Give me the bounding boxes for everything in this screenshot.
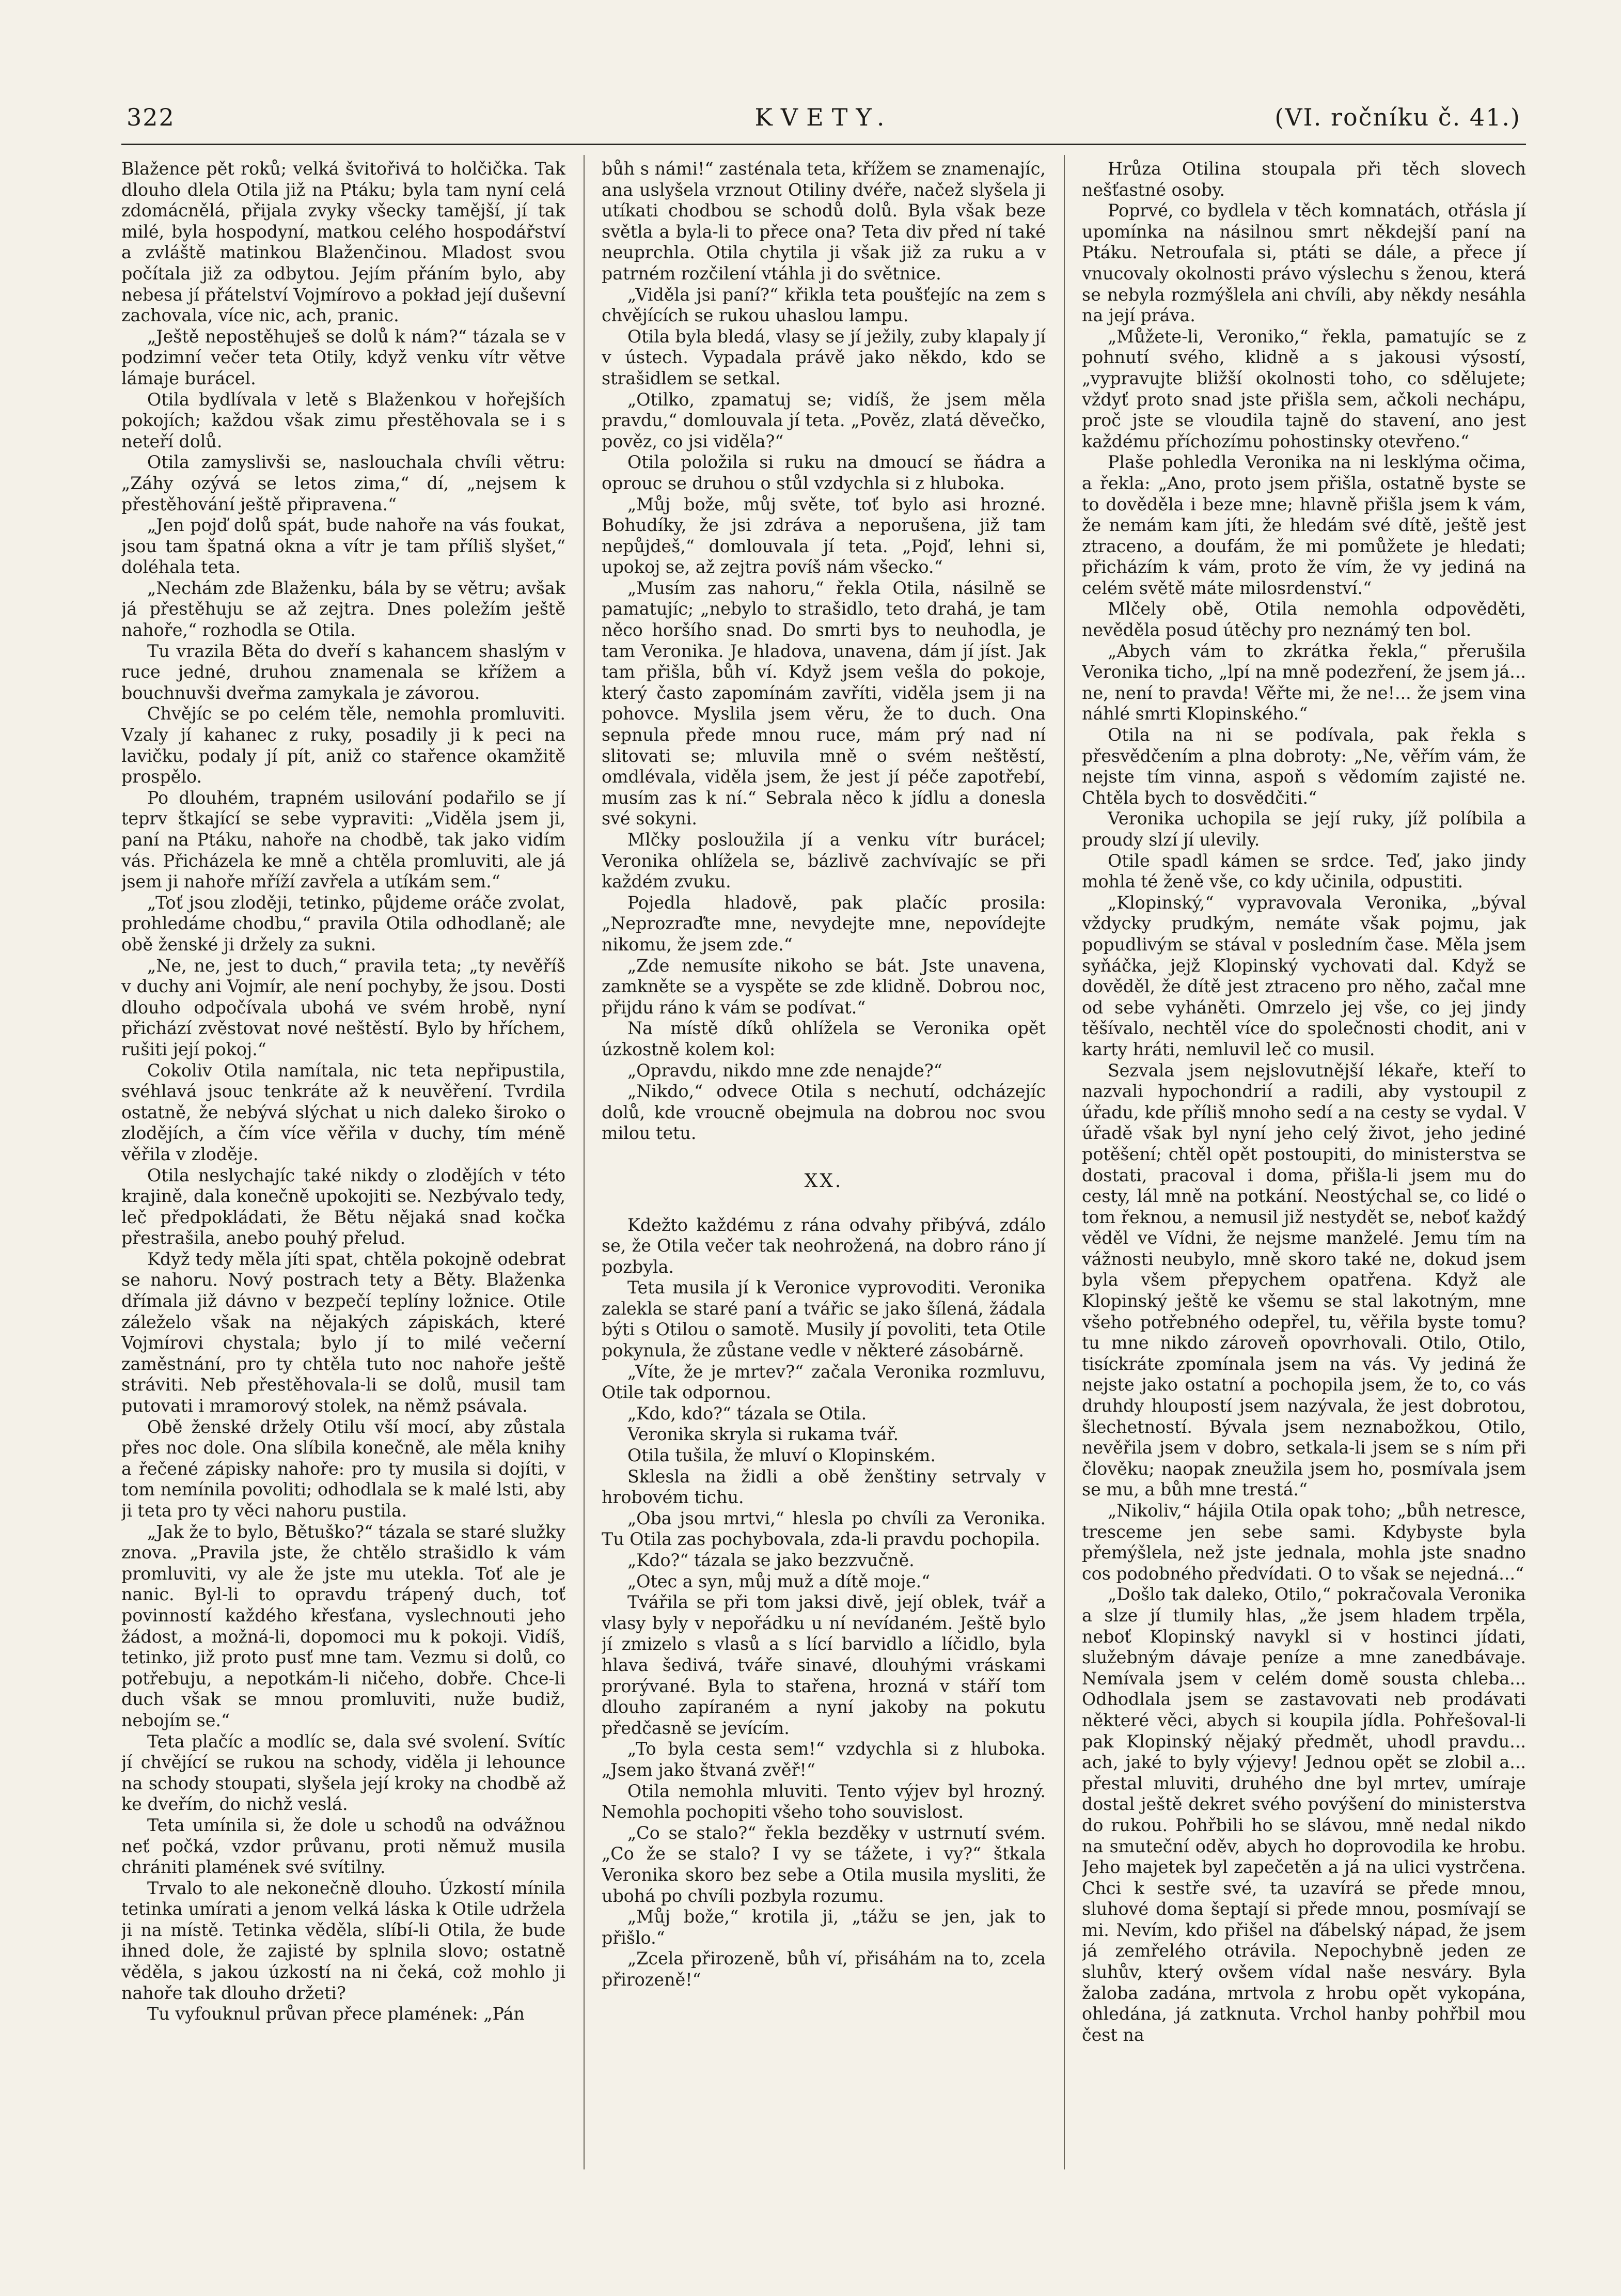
paragraph: „Nikoliv,“ hájila Otila opak toho; „bůh netresce, tresceme jen sebe sami. Kdybyste byla přemýšlela, než jste jednala, mohla jste snadno cos podobného předvídati. O to však se nejedná...“ — [1082, 1501, 1526, 1584]
paragraph: „Došlo tak daleko, Otilo,“ pokračovala Veronika a slze jí tlumily hlas, „že jsem hladem trpěla, neboť Klopinský navykl si v hostinci jídati, služebným dávaje peníze a mne zanedbávaje. Nemívala jsem v celém domě sousta chleba... Odhodlala jsem se zastavovati neb prodávati některé věci, abych si koupila jídla. Pohřešoval-li pak Klopinský nějaký předmět, uhodl pravdu... ach, jaké to byly výjevy! Jednou opět se zlobil a... přestal mluviti, druhého dne byl mrtev, umíraje dostal ještě dekret svého povýšení do ministerstva do rukou. Pohřbili ho se slávou, mně nedal nikdo na smuteční oděv, abych ho doprovodila ke hrobu. Jeho majetek byl zapečetěn a já na ulici vystrčena. Chci k sestře své, ta uzavírá se přede mnou, sluhové doma šeptají si přede mnou, posmívají se mi. Nevím, kdo přišel na ďábelský nápad, že jsem já zemřelého otrávila. Nepochybně jeden ze sluhův, který ovšem vídal naše nesváry. Byla žaloba zadána, mrtvola z hrobu opět vykopána, ohledána, já zatknuta. Vrchol hanby pohřbil mou čest na — [1082, 1584, 1526, 2045]
paragraph: Otila bydlívala v letě s Blaženkou v hořejších pokojích; každou však zimu přestěhovala se i s neteří dolů. — [121, 389, 565, 451]
paragraph: Tvářila se při tom jaksi divě, její oblek, tvář a vlasy byly v nepořádku u ní nevídaném. Ještě bylo jí zmizelo s vlasů a s lící barvidlo a líčidlo, byla hlava šedivá, tváře sinavé, dlouhými vráskami prorývané. Byla to stařena, hrozná v stáří tom dlouho zapíraném a nyní jakoby na pokutu předčasně se jevícím. — [602, 1592, 1046, 1738]
paragraph: „Toť jsou zloději, tetinko, půjdeme oráče zvolat, prohledáme chodbu,“ pravila Otila odhodlaně; ale obě ženské ji držely za sukni. — [121, 892, 565, 955]
paragraph: „Musím zas nahoru,“ řekla Otila, násilně se pamatujíc; „nebylo to strašidlo, teto drahá, je tam něco horšího snad. Do smrti bys to neuhodla, je tam Veronika. Je hladova, unavena, dám jí jíst. Jak tam přišla, bůh ví. Když jsem vešla do pokoje, který často zapomínám zavříti, viděla jsem ji na pohovce. Myslila jsem věru, že to duch. Ona sepnula přede mnou ruce, mám prý nad ní slitovati se; mluvila mně o svém neštěstí, omdlévala, viděla jsem, že jest jí péče zapotřebí, musím zas k ní.“ Sebrala něco k jídlu a donesla své sokyni. — [602, 577, 1046, 829]
paragraph: „Ne, ne, jest to duch,“ pravila teta; „ty nevěříš v duchy ani Vojmír, ale není pochyby, že jsou. Dosti dlouho odpočívala ubohá ve svém hrobě, nyní přichází zvěstovat nové neštěstí. Bylo by hříchem, rušiti její pokoj.“ — [121, 955, 565, 1059]
paragraph: Mlčky posloužila jí a venku vítr burácel; Veronika ohlížela se, bázlivě zachvívajíc se při každém zvuku. — [602, 830, 1046, 892]
column-right — [1082, 159, 1526, 2204]
paragraph: Veronika uchopila se její ruky, jíž políbila a proudy slzí jí ulevily. — [1082, 808, 1526, 850]
header-rule — [121, 144, 1526, 145]
paragraph: „Můj bože,“ krotila ji, „tážu se jen, jak to přišlo.“ — [602, 1907, 1046, 1948]
paragraph: „Zde nemusíte nikoho se bát. Jste unavena, zamkněte se a vyspěte se zde klidně. Dobrou noc, přijdu ráno k vám se podívat.“ — [602, 955, 1046, 1018]
paragraph: „Nechám zde Blaženku, bála by se větru; avšak já přestěhuju se až zejtra. Dnes poležím ještě nahoře,“ rozhodla se Otila. — [121, 577, 565, 641]
column-middle — [602, 159, 1046, 2204]
text-columns — [121, 159, 1526, 2204]
page-header — [121, 93, 1526, 139]
paragraph: Pojedla hladově, pak plačíc prosila: „Neprozraďte mne, nevydejte mne, nepovídejte nikomu, že jsem zde.“ — [602, 892, 1046, 955]
column-left — [121, 159, 565, 2204]
paragraph: „Jen pojď dolů spát, bude nahoře na vás foukat, jsou tam špatná okna a vítr je tam příliš slyšet,“ doléhala teta. — [121, 515, 565, 577]
paragraph: Otila neslychajíc také nikdy o zlodějích v této krajině, dala konečně upokojiti se. Nezbývalo tedy, leč předpokládati, že Bětu nějaká snad kočka přestrašila, anebo pouhý přelud. — [121, 1165, 565, 1248]
issue-label: (VI. ročníku č. 41.) — [1274, 103, 1521, 131]
paragraph: Otila položila si ruku na dmoucí se ňádra a oprouc se druhou o stůl vzdychla si z hluboka. — [602, 452, 1046, 493]
paragraph: „Co se stalo?“ řekla bezděky v ustrnutí svém. „Co že se stalo? I vy se tážete, i vy?“ štkala Veronika skoro bez sebe a Otila musila mysliti, že ubohá po chvíli pozbyla rozumu. — [602, 1822, 1046, 1906]
paragraph: „Klopinský,“ vypravovala Veronika, „býval vždycky prudkým, nemáte však pojmu, jak popudlivým se stával v posledním čase. Měla jsem syňáčka, jejž Klopinský vychovati dal. Když se dověděl, že dítě jest ztraceno pro něho, začal mne od sebe vyháněti. Omrzelo jej vše, co jej jindy těšívalo, nechtěl více do společnosti chodit, ani v karty hráti, nemluvil leč co musil. — [1082, 892, 1526, 1059]
paragraph: „Viděla jsi paní?“ křikla teta poušťejíc na zem s chvějících se rukou uhaslou lampu. — [602, 284, 1046, 326]
paragraph: Veronika skryla si rukama tvář. — [627, 1424, 899, 1445]
paragraph: Tu vyfouknul průvan přece plamének: „Pán — [147, 2004, 525, 2024]
paragraph: „Kdo, kdo?“ tázala se Otila. — [627, 1403, 867, 1424]
paragraph: Poprvé, co bydlela v těch komnatách, otřásla jí upomínka na násilnou smrt někdejší paní na Ptáku. Netroufala si, ptáti se dále, a přece jí vnucovaly okolnosti právo výslechu s ženou, která se nebyla rozmýšlela ani chvíli, aby někdy nesáhla na její práva. — [1082, 200, 1526, 326]
paragraph: „Nikdo,“ odvece Otila s nechutí, odcházejíc dolů, kde vroucně obejmula na dobrou noc svou milou tetu. — [602, 1081, 1046, 1144]
paragraph: Otile spadl kámen se srdce. Teď, jako jindy mohla té ženě vše, co kdy učinila, odpustiti. — [1082, 850, 1526, 892]
paragraph: bůh s námi!“ zasténala teta, křížem se znamenajíc, ana uslyšela vrznout Otiliny dvéře, načež slyšela ji utíkati chodbou se schodů dolů. Byla však beze světla a byla-li to přece ona? Teta div před ní také neuprchla. Otila chytila ji však již za ruku a v patrném rozčilení vtáhla ji do světnice. — [602, 159, 1046, 284]
paragraph: „Můžete-li, Veroniko,“ řekla, pamatujíc se z pohnutí svého, klidně a s jakousi výsostí, „vypravujte bližší okolnosti toho, co sdělujete; vždyť proto snad jste přišla sem, ačkoli nechápu, proč jste se vloudila tajně do stavení, ano jest každému příchozímu pohostinsky otevřeno.“ — [1082, 326, 1526, 451]
paragraph: „Otec a syn, můj muž a dítě moje.“ — [627, 1571, 931, 1591]
paragraph: „Opravdu, nikdo mne zde nenajde?“ — [627, 1060, 942, 1081]
column-divider — [584, 155, 585, 2169]
paragraph: „Oba jsou mrtvi,“ hlesla po chvíli za Veronika. Tu Otila zas pochybovala, zda-li pravdu pochopila. — [602, 1508, 1046, 1550]
paragraph: Cokoliv Otila namítala, nic teta nepřipustila, svéhlavá jsouc tenkráte až k neuvěření. Tvrdila ostatně, že nebývá slýchat u nich daleko široko o zlodějích, a čím více věřila v duchy, tím méně věřila v zloděje. — [121, 1060, 565, 1164]
paragraph: Teta umínila si, že dole u schodů na odvážnou neť počká, vzdor průvanu, proti němuž musila chrániti plamének své svítilny. — [121, 1815, 565, 1878]
paragraph: Sklesla na židli a obě ženštiny setrvaly v hrobovém tichu. — [602, 1466, 1046, 1508]
paragraph: Když tedy měla jíti spat, chtěla pokojně odebrat se nahoru. Nový postrach tety a Běty. Blaženka dřímala již dávno v bezpečí teplíny ložnice. Otile záleželo však na nějakých zápiskách, které Vojmírovi chystala; bylo jí to milé večerní zaměstnání, pro ty chtěla tuto noc nahoře ještě stráviti. Neb přestěhovala-li se dolů, musil tam putovati i mramorový stolek, na němž psávala. — [121, 1248, 565, 1416]
paragraph: Obě ženské držely Otilu vší mocí, aby zůstala přes noc dole. Ona slíbila konečně, ale měla knihy a řečené zápisky nahoře: pro ty musila si dojíti, v tom nemínila povoliti; odhodlala se k malé lsti, aby ji teta pro ty věci nahoru pustila. — [121, 1416, 565, 1521]
paragraph: „Abych vám to zkrátka řekla,“ přerušila Veronika ticho, „lpí na mně podezření, že jsem já... ne, není to pravda! Věřte mi, že ne!... že jsem vina náhlé smrti Klopinského.“ — [1082, 641, 1526, 724]
paragraph: „Kdo?“ tázala se jako bezzvučně. — [627, 1550, 915, 1570]
paragraph: Na místě díků ohlížela se Veronika opět úzkostně kolem kol: — [602, 1018, 1046, 1059]
paragraph: Otila byla bledá, vlasy se jí ježily, zuby klapaly jí v ústech. Vypadala právě jako někdo, kdo se strašidlem se setkal. — [602, 326, 1046, 388]
paragraph: Otila tušila, že mluví o Klopinském. — [627, 1445, 936, 1466]
paragraph: Sezvala jsem nejslovutnější lékaře, kteří to nazvali hypochondrií a radili, aby vystoupil z úřadu, kde příliš mnoho sedí a na cesty se vydal. V úřadě však byl nyní jeho celý život, jeho jediné potěšení; chtěl opět postoupiti, do ministerstva se dostati, pracoval i doma, přišla-li jsem mu do cesty, lál mně na potkání. Neostýchal se, co lidé o tom řeknou, a nemusil již nestydět se, neboť každý věděl ve Vídni, že nejsme manželé. Jemu tím na vážnosti neubylo, mně skoro také ne, dokud jsem byla všem přepychem opatřena. Když ale Klopinský ještě ke všemu se stal lakotným, mne všeho potřebného odepřel, tu, věřila byste tomu? tu mne nikdo zároveň opovrhovali. Otilo, Otilo, tisíckráte zpomínala jsem na vás. Vy jediná že nejste jako ostatní a pochopila jsem, že to, co vás druhdy hloupostí jsem nazývala, že jest dobrotou, šlechetností. Bývala jsem neznabožkou, Otilo, nevěřila jsem v dobro, setkala-li jsem se s ním při člověku; naopak zneužila jsem ho, posmívala jsem se mu, a bůh mne trestá.“ — [1082, 1060, 1526, 1500]
paragraph: „To byla cesta sem!“ vzdychla si z hluboka. „Jsem jako štvaná zvěř!“ — [602, 1739, 1046, 1780]
paragraph: Teta plačíc a modlíc se, dala své svolení. Svítíc jí chvějící se rukou na schody, viděla ji lehounce na schody stoupati, slyšela její kroky na chodbě až ke dveřím, do nichž veslá. — [121, 1731, 565, 1815]
paragraph: Otila zamyslivši se, naslouchala chvíli větru: „Záhy ozývá se letos zima,“ dí, „nejsem k přestěhování ještě připravena.“ — [121, 452, 565, 514]
paragraph: Tu vrazila Běta do dveří s kahancem shaslým v ruce jedné, druhou znamenala se křížem a bouchnuvši dveřma zamykala je závorou. — [121, 641, 565, 703]
paragraph: Teta musila jí k Veronice vyprovoditi. Veronika zalekla se staré paní a tvářic se jako šílená, žádala býti s Otilou o samotě. Musily jí povoliti, teta Otile pokynula, že zůstane vedle v některé zásobárně. — [602, 1277, 1046, 1361]
chapter-heading: XX. — [804, 1170, 843, 1192]
paragraph: „Ještě nepostěhuješ se dolů k nám?“ tázala se v podzimní večer teta Otily, když venku vítr větve lámaje burácel. — [121, 326, 565, 388]
paragraph: Trvalo to ale nekonečně dlouho. Úzkostí mínila tetinka umírati a jenom velká láska k Otile udržela ji na místě. Tetinka věděla, slíbí-li Otila, že bude ihned dole, že zajisté by splnila slovo; ostatně věděla, s jakou úzkostí na ni čeká, což mohlo ji nahoře tak dlouho držeti? — [121, 1878, 565, 2003]
page — [121, 93, 1526, 2252]
paragraph: Otila nemohla mluviti. Tento výjev byl hrozný. Nemohla pochopiti všeho toho souvislost. — [602, 1780, 1046, 1822]
paragraph: Chvějíc se po celém těle, nemohla promluviti. Vzaly jí kahanec z ruky, posadily ji k peci na lavičku, podaly jí pít, aniž co stařence okamžitě prospělo. — [121, 704, 565, 787]
paragraph: „Otilko, zpamatuj se; vidíš, že jsem měla pravdu,“ domlouvala jí teta. „Pověz, zlatá děvečko, pověz, co jsi viděla?“ — [602, 389, 1046, 451]
page-number: 322 — [127, 103, 175, 131]
paragraph: „Jak že to bylo, Bětuško?“ tázala se staré služky znova. „Pravila jste, že chtělo strašidlo k vám promluviti, vy ale že jste mu utekla. Toť ale je nanic. Byl-li to opravdu trápený duch, toť povinností každého křesťana, vyslechnouti jeho žádost, a možná-li, dopomoci mu k pokoji. Vidíš, tetinko, již proto pusť mne tam. Vezmu si dolů, co potřebuju, a nepotkám-li ničeho, dobře. Chce-li duch však se mnou promluviti, nuže budiž, nebojím se.“ — [121, 1521, 565, 1730]
paragraph: Blažence pět roků; velká švitořivá to holčička. Tak dlouho dlela Otila již na Ptáku; byla tam nyní celá zdomácnělá, přijala zvyky všecky tamější, jí tak milé, byla hospodyní, matkou celého hospodářství a zvláště matinkou Blaženčinou. Mladost svou počítala již za odbytou. Jejím přáním bylo, aby nebesa jí přátelství Vojmírovo a pokład její duševní zachovala, více nic, ach, pranic. — [121, 159, 565, 326]
paragraph: „Můj bože, můj světe, toť bylo asi hrozné. Bohudíky, že jsi zdráva a neporušena, již tam nepůjdeš,“ domlouvala jí teta. „Pojď, lehni si, upokoj se, až zejtra povíš nám všecko.“ — [602, 494, 1046, 577]
paragraph: Mlčely obě, Otila nemohla odpověděti, nevěděla posud útěchy pro neznámý ten bol. — [1082, 599, 1526, 641]
paragraph: Kdežto každému z rána odvahy přibývá, zdálo se, že Otila večer tak neohrožená, na dobro ráno jí pozbyla. — [602, 1214, 1046, 1277]
column-divider — [1064, 155, 1065, 2169]
paragraph: Po dlouhém, trapném usilování podařilo se jí teprv štkající se sebe vypraviti: „Viděla jsem ji, paní na Ptáku, nahoře na chodbě, tak jako vidím vás. Přicházela ke mně a chtěla promluviti, ale já jsem ji nahoře mříží zavřela a utíkám sem.“ — [121, 787, 565, 892]
paragraph: „Víte, že je mrtev?“ začala Veronika rozmluvu, Otile tak odpornou. — [602, 1361, 1046, 1403]
paragraph: Otila na ni se podívala, pak řekla s přesvědčením a plna dobroty: „Ne, věřím vám, že nejste tím vinna, aspoň s vědomím zajisté ne. Chtěla bych to dosvědčiti.“ — [1082, 725, 1526, 808]
paragraph: Plaše pohledla Veronika na ni lesklýma očima, a řekla: „Ano, proto jsem přišla, ostatně byste se to dověděla i beze mne; hlavně přišla jsem k vám, že nemám kam jíti, že hledám své dítě, ještě jest ztraceno, a doufám, že mi pomůžete je hledati; přicházím k vám, proto že vím, že vy jediná na celém světě máte milosrdenství.“ — [1082, 452, 1526, 598]
paragraph: „Zcela přirozeně, bůh ví, přisáhám na to, zcela přirozeně!“ — [602, 1948, 1046, 1990]
journal-title: KVETY. — [754, 103, 893, 131]
paragraph: Hrůza Otilina stoupala při těch slovech nešťastné osoby. — [1082, 159, 1526, 200]
